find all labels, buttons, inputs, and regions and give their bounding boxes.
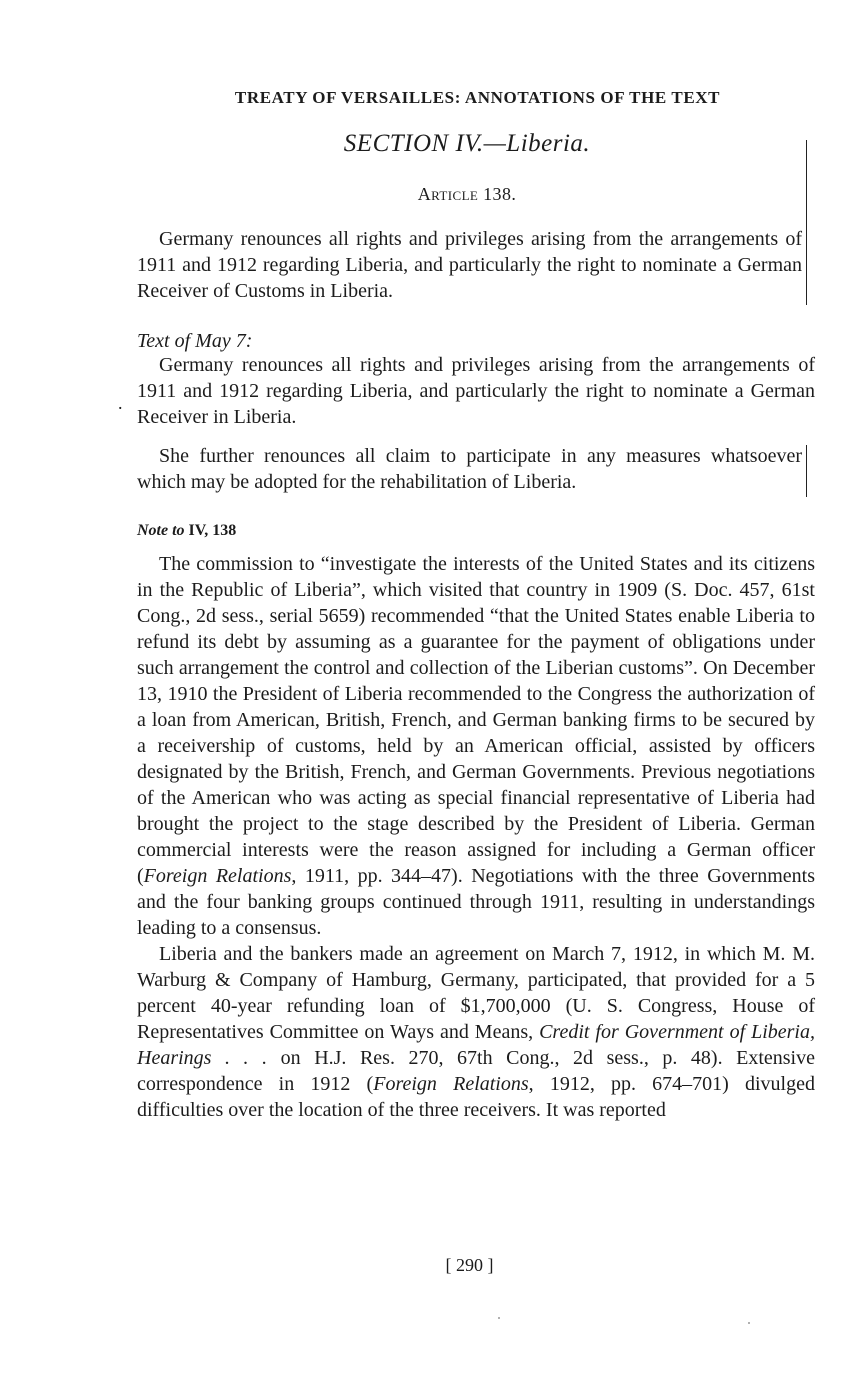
running-head: TREATY OF VERSAILLES: ANNOTATIONS OF THE TEXT (234, 88, 721, 107)
article-heading (137, 184, 797, 205)
note-head-label: Note to (137, 522, 185, 539)
article-number: 138. (483, 184, 517, 204)
note-paragraph-2: Liberia and the bankers made an agreement on March 7, 1912, in which M. M. Warburg & Company of Hamburg, Germany, participated, that provided for a 5 percent 40-year refunding loan of $1,700,000 (U. S. Congress, House of Representatives Committee on Ways and Means, Credit for Government of Liberia, Hearings . . . on H.J. Res. 270, 67th Cong., 2d sess., p. 48). Extensive correspondence in 1912 (Foreign Relations, 1912, pp. 674–701) divulged difficulties over the location of the three receivers. It was reported (137, 943, 815, 1121)
note-paragraph-1: The commission to “investigate the interests of the United States and its citizens in the Republic of Liberia”, which visited that country in 1909 (S. Doc. 457, 61st Cong., 2d sess., serial 5659) recommended “that the United States enable Liberia to refund its debt by assuming as a guarantee for the payment of obligations under such arrangement the control and collection of the Liberian customs”. On December 13, 1910 the President of Liberia recommended to the Congress the authorization of a loan from American, British, French, and German banking firms to be secured by a receivership of customs, held by an American official, assisted by officers designated by the British, French, and German Governments. Previous negotiations of the American who was acting as special financial representative of Liberia had brought the project to the stage described by the President of Liberia. German commercial interests were the reason assigned for including a German officer (Foreign Relations, 1911, pp. 344–47). Negotiations with the three Governments and the four banking groups continued through 1911, resulting in understandings leading to a consensus. (137, 553, 815, 939)
further-text: She further renounces all claim to participate in any measures whatsoever which may be adopted for the rehabilitation of Liberia. (137, 445, 802, 493)
margin-mark: . (118, 393, 123, 413)
text-of-may-paragraph: Germany renounces all rights and privileges arising from the arrangements of 1911 and 1912 regarding Liberia, and particularly the right to nominate a German Receiver in Liberia. (137, 354, 815, 428)
note-heading (137, 522, 802, 540)
note-head-ref: IV, 138 (188, 522, 237, 539)
section-title: SECTION IV.—Liberia. (343, 130, 591, 157)
page-number: [ 290 ] (445, 1255, 494, 1275)
further-text-block (137, 443, 802, 495)
margin-rule-article (806, 140, 807, 305)
article-text: Germany renounces all rights and privileges arising from the arrangements of 1911 and 1912 regarding Liberia, and particularly the right to nominate a German Receiver of Customs in Liberia. (137, 228, 802, 302)
text-of-may-label: Text of May 7: (137, 330, 253, 352)
text-of-may-block (137, 330, 815, 430)
note-body (137, 551, 815, 1123)
margin-rule-further (806, 445, 807, 497)
article-text-block (137, 226, 802, 304)
article-word: Article (417, 184, 479, 204)
scan-speck (498, 1317, 500, 1319)
scan-speck (748, 1322, 750, 1324)
